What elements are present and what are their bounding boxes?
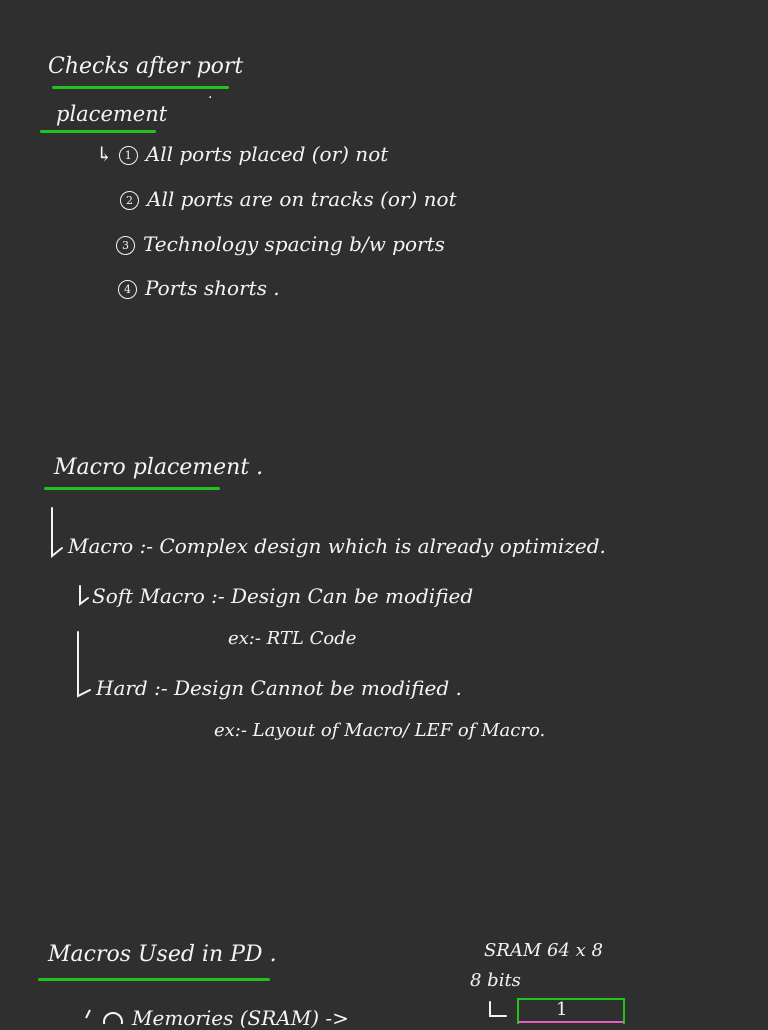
circled-number-partial [104, 1013, 122, 1024]
section1-title-line1: Checks after port [48, 54, 244, 79]
check-item-text: Ports shorts . [145, 276, 280, 300]
section1-title-line2: placement [56, 102, 168, 126]
item-number-badge: 2 [120, 191, 139, 210]
section3-underline [38, 978, 270, 981]
bracket-line-soft [80, 586, 88, 604]
bracket-line-hard [78, 632, 90, 696]
soft-macro-definition: Soft Macro :- Design Can be modified [92, 584, 474, 608]
sram-label: SRAM 64 x 8 [484, 940, 603, 961]
bracket-line-macro [52, 508, 62, 556]
check-item-text: All ports are on tracks (or) not [147, 187, 457, 211]
soft-macro-example: ex:- RTL Code [228, 628, 357, 649]
macro-definition: Macro :- Complex design which is already optimized. [68, 534, 606, 558]
section3-title: Macros Used in PD . [48, 942, 277, 967]
hard-macro-example: ex:- Layout of Macro/ LEF of Macro. [214, 720, 546, 741]
hard-macro-definition: Hard :- Design Cannot be modified . [96, 676, 462, 700]
sram-cell-box [518, 999, 624, 1024]
item-number-badge: 4 [118, 280, 137, 299]
check-item-text: All ports placed (or) not [145, 142, 389, 166]
item-number-badge: 1 [119, 146, 138, 165]
partial-hook [86, 1010, 90, 1018]
item-number-badge: 3 [116, 236, 135, 255]
hook-arrow-sram [490, 1002, 506, 1016]
sram-cell-value: 1 [556, 999, 568, 1020]
hook-arrow-icon: ↳ [96, 142, 113, 166]
dot-mark: . [208, 86, 213, 102]
check-item-text: Technology spacing b/w ports [143, 232, 445, 256]
section3-item-partial: Memories (SRAM) -> [132, 1006, 349, 1030]
bits-label: 8 bits [470, 970, 521, 991]
section2-title: Macro placement . [54, 455, 264, 480]
